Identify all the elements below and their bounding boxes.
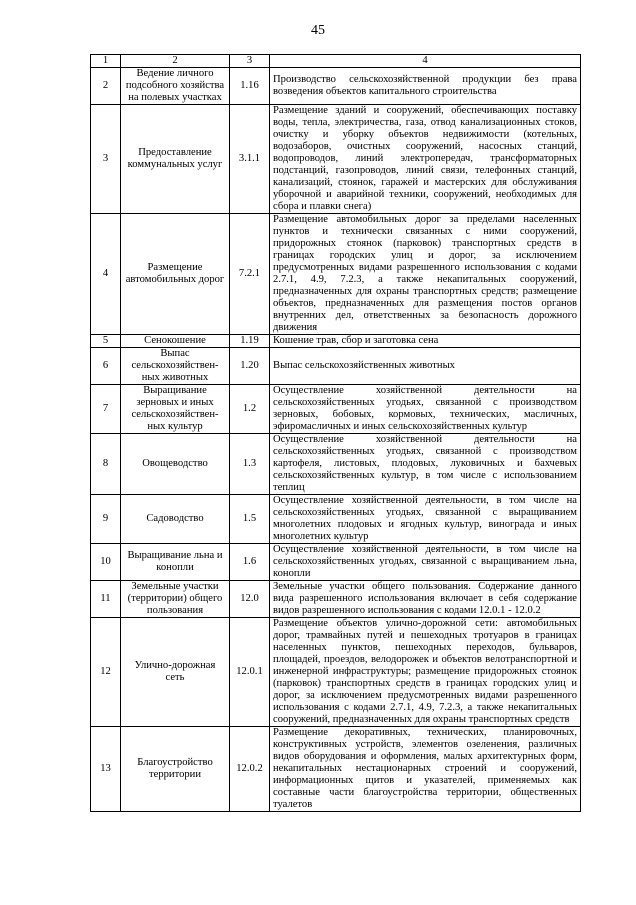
land-use-name: Улично-дорожная сеть — [121, 618, 230, 727]
land-use-description: Размещение объектов улично-дорожной сети: автомобильных дорог, трамвайных путей и пешеходных тротуаров в границах населенных пунктов, пешеходных переходов, бульваров, площадей, проездов, велодорожек и объектов велотранспортной и инженерной инфраструктуры; размещение придорожных стоянок (парковок) транспортных средств в границах городских улиц и дорог, за исключением предусмотренных видами разрешенного использования с кодами 2.7.1, 4.9, 7.2.3, а также некапитальных сооружений, предназначенных для охраны транспортных средств — [270, 618, 581, 727]
row-number: 11 — [91, 581, 121, 618]
table-row — [91, 618, 581, 727]
table-row — [91, 434, 581, 495]
land-use-description: Осуществление хозяйственной деятельности на сельскохозяйственных угодьях, связанной с производством зерновых, бобовых, кормовых, технических, масличных, эфиромасличных и иных сельскохозяйственных культур — [270, 385, 581, 434]
land-use-name: Ведение личного подсобного хозяйства на полевых участках — [121, 68, 230, 105]
table-header-row — [91, 55, 581, 68]
table-row — [91, 348, 581, 385]
row-number: 7 — [91, 385, 121, 434]
land-use-name: Садоводство — [121, 495, 230, 544]
land-use-name: Благоустройство территории — [121, 727, 230, 812]
table-row — [91, 214, 581, 335]
land-use-code: 3.1.1 — [230, 105, 270, 214]
table-row — [91, 68, 581, 105]
header-cell: 3 — [230, 55, 270, 68]
land-use-code: 1.6 — [230, 544, 270, 581]
land-use-code: 1.2 — [230, 385, 270, 434]
land-use-description: Осуществление хозяйственной деятельности на сельскохозяйственных угодьях, связанной с производством картофеля, листовых, плодовых, луковичных и бахчевых сельскохозяйственных культур, в том числе с использованием теплиц — [270, 434, 581, 495]
land-use-name: Предоставление коммунальных услуг — [121, 105, 230, 214]
land-use-description: Осуществление хозяйственной деятельности, в том числе на сельскохозяйственных угодьях, связанной с выращиванием многолетних плодовых и ягодных культур, винограда и иных многолетних культур — [270, 495, 581, 544]
land-use-table — [90, 54, 581, 812]
land-use-name: Размещение автомобильных дорог — [121, 214, 230, 335]
table-row — [91, 495, 581, 544]
land-use-name: Овощеводство — [121, 434, 230, 495]
row-number: 10 — [91, 544, 121, 581]
land-use-code: 12.0 — [230, 581, 270, 618]
land-use-description: Земельные участки общего пользования. Содержание данного вида разрешенного использования включает в себя содержание видов разрешенного использования с кодами 12.0.1 - 12.0.2 — [270, 581, 581, 618]
land-use-code: 12.0.1 — [230, 618, 270, 727]
table-row — [91, 385, 581, 434]
land-use-code: 7.2.1 — [230, 214, 270, 335]
row-number: 6 — [91, 348, 121, 385]
land-use-description: Производство сельскохозяйственной продукции без права возведения объектов капитального строительства — [270, 68, 581, 105]
row-number: 2 — [91, 68, 121, 105]
land-use-description: Размещение зданий и сооружений, обеспечивающих поставку воды, тепла, электричества, газа, отвод канализационных стоков, очистку и уборку объектов недвижимости (котельных, водозаборов, очистных сооружений, насосных станций, водопроводов, линий электропередач, трансформаторных подстанций, газопроводов, линий связи, телефонных станций, канализаций, стоянок, гаражей и мастерских для обслуживания уборочной и аварийной техники, сооружений, необходимых для сбора и плавки снега) — [270, 105, 581, 214]
land-use-description: Выпас сельскохозяйственных животных — [270, 348, 581, 385]
land-use-description: Размещение автомобильных дорог за пределами населенных пунктов и технически связанных с ними сооружений, придорожных стоянок (парковок) транспортных средств в границах городских улиц и дорог, за исключением предусмотренных видами разрешенного использования с кодами 2.7.1, 4.9, 7.2.3, а также некапитальных сооружений, предназначенных для охраны транспортных средств; размещение объектов, предназначенных для размещения постов органов внутренних дел, ответственных за безопасность дорожного движения — [270, 214, 581, 335]
land-use-description: Кошение трав, сбор и заготовка сена — [270, 335, 581, 348]
row-number: 3 — [91, 105, 121, 214]
land-use-name: Земельные участки (территории) общего пользования — [121, 581, 230, 618]
land-use-name: Выращивание зерновых и иных сельскохозяйствен-ных культур — [121, 385, 230, 434]
row-number: 8 — [91, 434, 121, 495]
table-row — [91, 581, 581, 618]
header-cell: 1 — [91, 55, 121, 68]
land-use-code: 1.5 — [230, 495, 270, 544]
row-number: 12 — [91, 618, 121, 727]
page-number: 45 — [311, 23, 325, 38]
row-number: 5 — [91, 335, 121, 348]
header-cell: 2 — [121, 55, 230, 68]
table-row — [91, 544, 581, 581]
row-number: 4 — [91, 214, 121, 335]
row-number: 13 — [91, 727, 121, 812]
land-use-code: 12.0.2 — [230, 727, 270, 812]
land-use-code: 1.19 — [230, 335, 270, 348]
land-use-description: Осуществление хозяйственной деятельности, в том числе на сельскохозяйственных угодьях, связанной с выращиванием льна, конопли — [270, 544, 581, 581]
table-row — [91, 335, 581, 348]
table-row — [91, 105, 581, 214]
land-use-code: 1.16 — [230, 68, 270, 105]
land-use-name: Сенокошение — [121, 335, 230, 348]
land-use-name: Выращивание льна и конопли — [121, 544, 230, 581]
land-use-description: Размещение декоративных, технических, планировочных, конструктивных устройств, элементов озеленения, различных видов оборудования и оформления, малых архитектурных форм, некапитальных нестационарных строений и сооружений, информационных щитов и указателей, применяемых как составные части благоустройства территории, общественных туалетов — [270, 727, 581, 812]
land-use-code: 1.3 — [230, 434, 270, 495]
header-cell: 4 — [270, 55, 581, 68]
row-number: 9 — [91, 495, 121, 544]
table-row — [91, 727, 581, 812]
land-use-code: 1.20 — [230, 348, 270, 385]
land-use-name: Выпас сельскохозяйствен-ных животных — [121, 348, 230, 385]
